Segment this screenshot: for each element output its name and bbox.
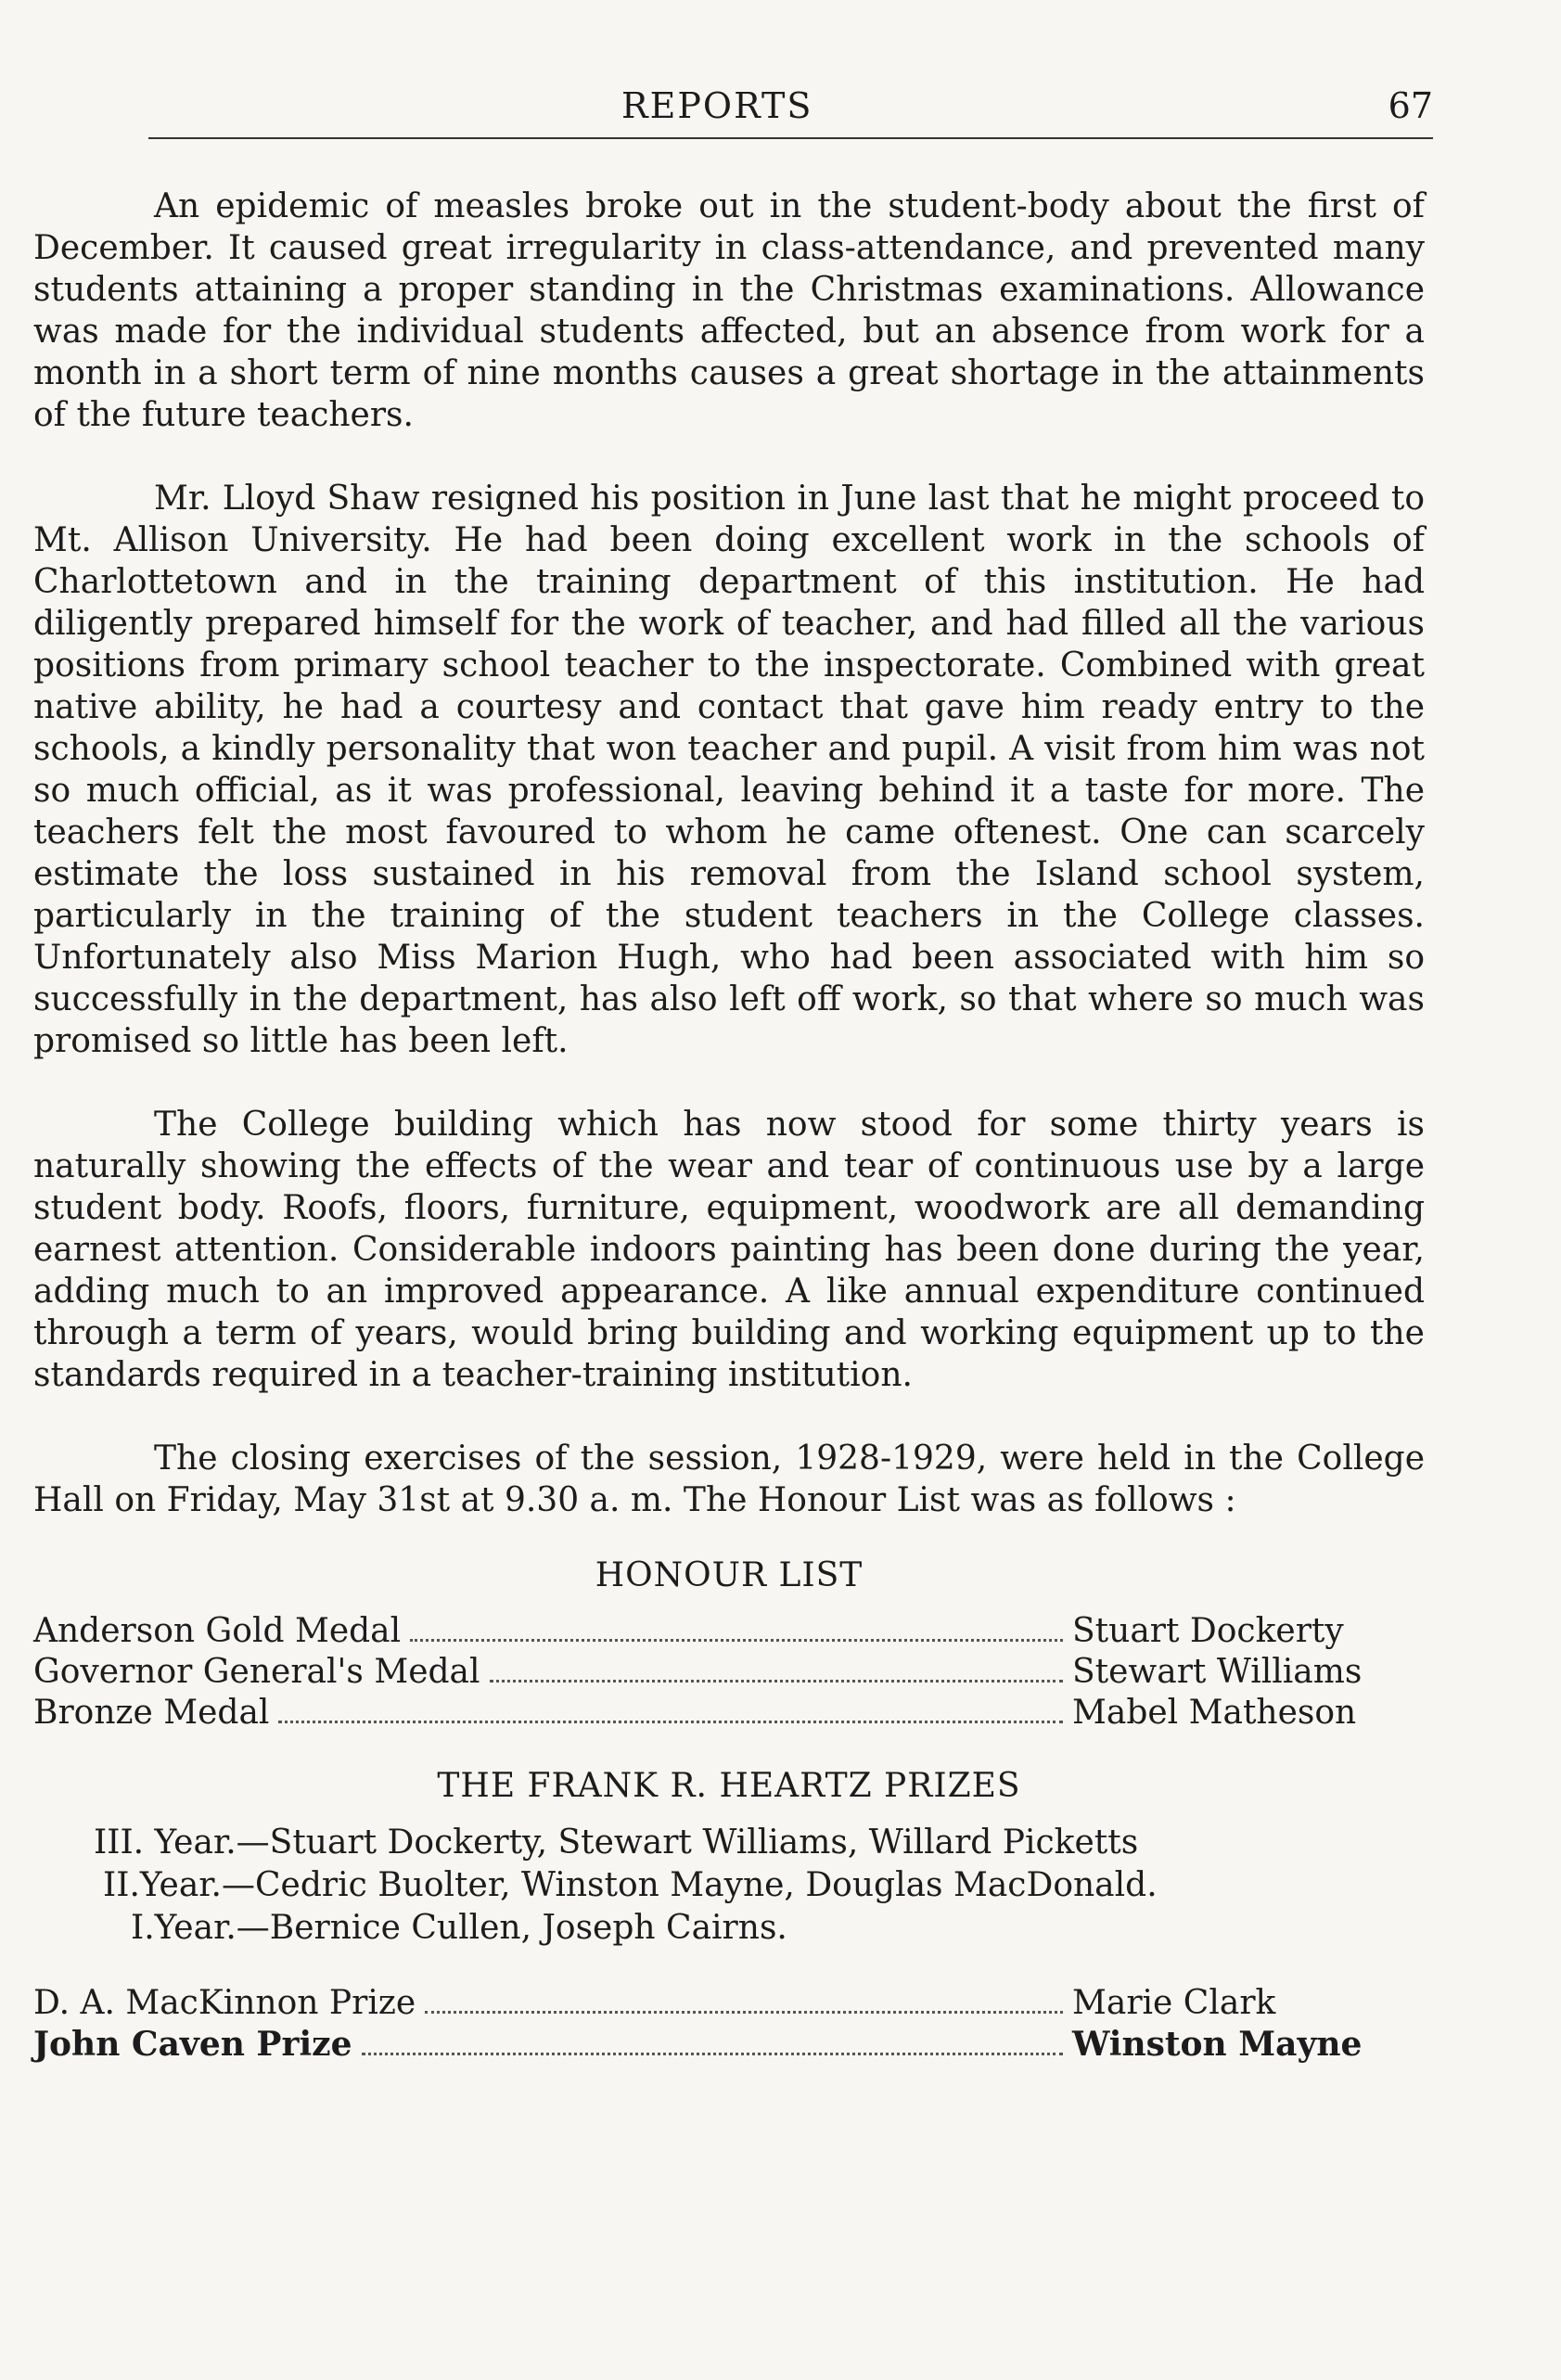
paragraph-lloyd-shaw: Mr. Lloyd Shaw resigned his position in June last that he might proceed to Mt. Allison University. He had been doing excellent work in the schools of Charlottetown and in the training department of this institution. He had diligently prepared himself for the work of teacher, and had filled all the various positions from primary school teacher to the inspectorate. Combined with great native ability, he had a courtesy and contact that gave him ready entry to the schools, a kindly personality that won teacher and pupil. A visit from him was not so much official, as it was professional, leaving behind it a taste for more. The teachers felt the most favoured to whom he came oftenest. One can scarcely estimate the loss sustained in his removal from the Island school system, particularly in the training of the student teachers in the College classes. Unfortunately also Miss Marion Hugh, who had been associated with him so successfully in the department, has also left off work, so that where so much was promised so little has been left.	[33, 480, 1425, 1060]
running-title: REPORTS	[621, 85, 813, 126]
dot-leader	[362, 2053, 1064, 2055]
year-label: III. Year.—	[94, 1823, 270, 1862]
winner-name: Stewart Williams	[1072, 1653, 1363, 1691]
prize-entry	[33, 2024, 1425, 2065]
honour-entry	[33, 1693, 1425, 1734]
award-name: D. A. MacKinnon Prize	[33, 1984, 416, 2022]
heartz-prizes-list	[33, 1822, 1425, 1950]
prize-entry	[33, 1983, 1425, 2024]
heartz-prizes-heading: THE FRANK R. HEARTZ PRIZES	[437, 1767, 1021, 1805]
year-label: I.Year.—	[131, 1909, 270, 1947]
award-name: Bronze Medal	[33, 1694, 270, 1732]
paragraph-measles: An epidemic of measles broke out in the student-body about the first of December. It caused great irregularity in class-attendance, and prevented many students attaining a proper standing in the Christmas examinations. Allowance was made for the individual students affected, but an absence from work for a month in a short term of nine months causes a great shortage in the attainments of the future teachers.	[33, 187, 1425, 434]
winner-name: Winston Mayne	[1072, 2025, 1363, 2064]
prize-year-line	[33, 1822, 1425, 1864]
prize-year-line	[33, 1864, 1425, 1907]
dot-leader	[490, 1680, 1063, 1683]
paragraph-college-building: The College building which has now stood for some thirty years is naturally showing the effects of the wear and tear of continuous use by a large student body. Roofs, floors, furniture, equipment, woodwork are all demanding earnest attention. Considerable indoors painting has been done during the year, adding much to an improved appearance. A like annual expenditure continued through a term of years, would bring building and working equipment up to the standards required in a teacher-training institution.	[33, 1106, 1425, 1394]
honour-entry	[33, 1611, 1425, 1652]
award-name: John Caven Prize	[33, 2025, 352, 2064]
dot-leader	[278, 1721, 1063, 1723]
year-winners: Bernice Cullen, Joseph Cairns.	[269, 1909, 787, 1947]
winner-name: Marie Clark	[1072, 1984, 1276, 2022]
honour-entry	[33, 1652, 1425, 1693]
year-winners: Stuart Dockerty, Stewart Williams, Willard Picketts	[269, 1823, 1139, 1862]
winner-name: Mabel Matheson	[1072, 1694, 1357, 1732]
honour-list	[33, 1611, 1425, 1734]
winner-name: Stuart Dockerty	[1072, 1612, 1344, 1650]
award-name: Governor General's Medal	[33, 1653, 480, 1691]
honour-list-heading: HONOUR LIST	[595, 1556, 864, 1594]
dot-leader	[425, 2011, 1063, 2014]
other-prizes-list	[33, 1983, 1425, 2065]
paragraph-closing-exercises: The closing exercises of the session, 1928-1929, were held in the College Hall on Friday, May 31st at 9.30 a. m. The Honour List was as follows :	[33, 1440, 1425, 1519]
year-winners: Cedric Buolter, Winston Mayne, Douglas MacDonald.	[255, 1866, 1158, 1904]
year-label: II.Year.—	[103, 1866, 255, 1904]
prize-year-line	[33, 1907, 1425, 1950]
dot-leader	[410, 1639, 1063, 1642]
page-header	[37, 85, 1433, 137]
award-name: Anderson Gold Medal	[33, 1612, 402, 1650]
page-number: 67	[1388, 85, 1433, 126]
page-body	[33, 186, 1425, 2098]
header-rule	[148, 137, 1433, 139]
